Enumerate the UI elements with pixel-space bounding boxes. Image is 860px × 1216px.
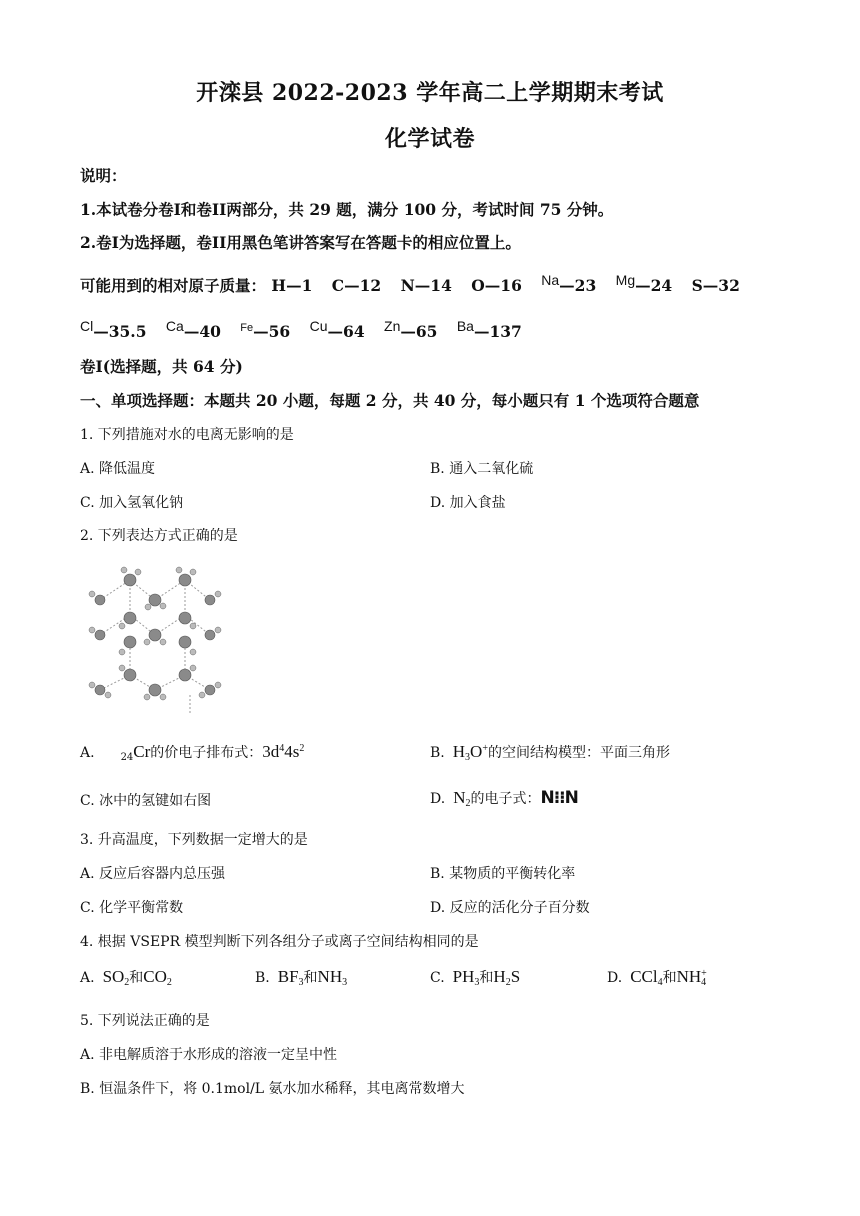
q2-stem: 2. 下列表达方式正确的是 (80, 528, 238, 544)
q1-option-b[interactable]: B. 通入二氧化硫 (430, 461, 534, 477)
q5-option-b[interactable]: B. 恒温条件下，将 0.1mol/L 氨水加水稀释，其电离常数增大 (80, 1081, 465, 1097)
mass-entry: Cl—35.5 (80, 318, 147, 341)
q4-option-a[interactable]: A. $SO_2$和$CO_2$ (80, 967, 172, 988)
q2-option-b[interactable]: B. $H_3O^+$的空间结构模型：平面三角形 (430, 742, 670, 763)
q3-stem: 3. 升高温度，下列数据一定增大的是 (80, 832, 308, 848)
page-subtitle: 化学试卷 (384, 126, 475, 152)
mass-entry: $^{Fe}$—56 (240, 322, 291, 341)
q4-option-b[interactable]: B. $BF_3$和$NH_3$ (255, 967, 348, 988)
mass-entry: N—14 (400, 276, 452, 295)
q5-stem: 5. 下列说法正确的是 (80, 1013, 210, 1029)
q5-option-a[interactable]: A. 非电解质溶于水形成的溶液一定呈中性 (80, 1047, 338, 1063)
page-title: 开滦县 2022-2023 学年高二上学期期末考试 (196, 80, 664, 106)
q3-option-a[interactable]: A. 反应后容器内总压强 (80, 866, 226, 882)
q4-stem: 4. 根据 VSEPR 模型判断下列各组分子或离子空间结构相同的是 (80, 934, 479, 950)
part1-heading: 卷I(选择题，共 64 分) (80, 357, 243, 376)
mass-entry: Ca—40 (165, 318, 221, 341)
mass-entry: C—12 (331, 276, 382, 295)
q3-option-b[interactable]: B. 某物质的平衡转化率 (430, 866, 576, 882)
instructions-heading: 说明： (80, 166, 127, 185)
q4-option-c[interactable]: C. $PH_3$和$H_2S$ (430, 967, 521, 988)
atomic-mass-label: 可能用到的相对原子质量： (80, 276, 267, 295)
q1-option-d[interactable]: D. 加入食盐 (430, 495, 506, 511)
mass-entry: O—16 (471, 276, 522, 295)
q1-stem: 1. 下列措施对水的电离无影响的是 (80, 427, 294, 443)
q1-option-c[interactable]: C. 加入氢氧化钠 (80, 495, 184, 511)
q3-option-d[interactable]: D. 反应的活化分子百分数 (430, 900, 590, 916)
q2-option-c[interactable]: C. 冰中的氢键如右图 (80, 793, 212, 809)
mass-entry: H—1 (271, 276, 313, 295)
q4-option-d[interactable]: D. CCl$_4$和$NH_4^+$ (607, 967, 707, 988)
q2-option-d[interactable]: D. $N_2$的电子式：N⁝⁝N (430, 788, 578, 809)
mass-entry: Mg—24 (615, 272, 673, 295)
mass-entry: Na—23 (541, 272, 597, 295)
instruction-line-2: 2.卷I为选择题，卷II用黑色笔讲答案写在答题卡的相应位置上。 (80, 233, 521, 252)
instruction-line-1: 1.本试卷分卷I和卷II两部分，共 29 题，满分 100 分，考试时间 75 分钟。 (80, 200, 614, 219)
mass-entry: Zn—65 (384, 318, 438, 341)
q1-option-a[interactable]: A. 降低温度 (80, 461, 156, 477)
q3-option-c[interactable]: C. 化学平衡常数 (80, 900, 184, 916)
mass-entry: S—32 (691, 276, 740, 295)
section-heading: 一、单项选择题：本题共 20 小题，每题 2 分，共 40 分，每小题只有 1 个选项符合题意 (80, 391, 700, 410)
ice-hydrogen-bond-diagram (80, 560, 230, 720)
mass-entry: Cu—64 (309, 318, 365, 341)
atomic-mass-row-2 (80, 318, 536, 341)
mass-entry: Ba—137 (456, 318, 522, 341)
q2-option-a[interactable]: A. $_{24}$Cr的价电子排布式：$3d^44s^2$ (80, 742, 305, 763)
atomic-mass-row-1 (80, 272, 754, 296)
